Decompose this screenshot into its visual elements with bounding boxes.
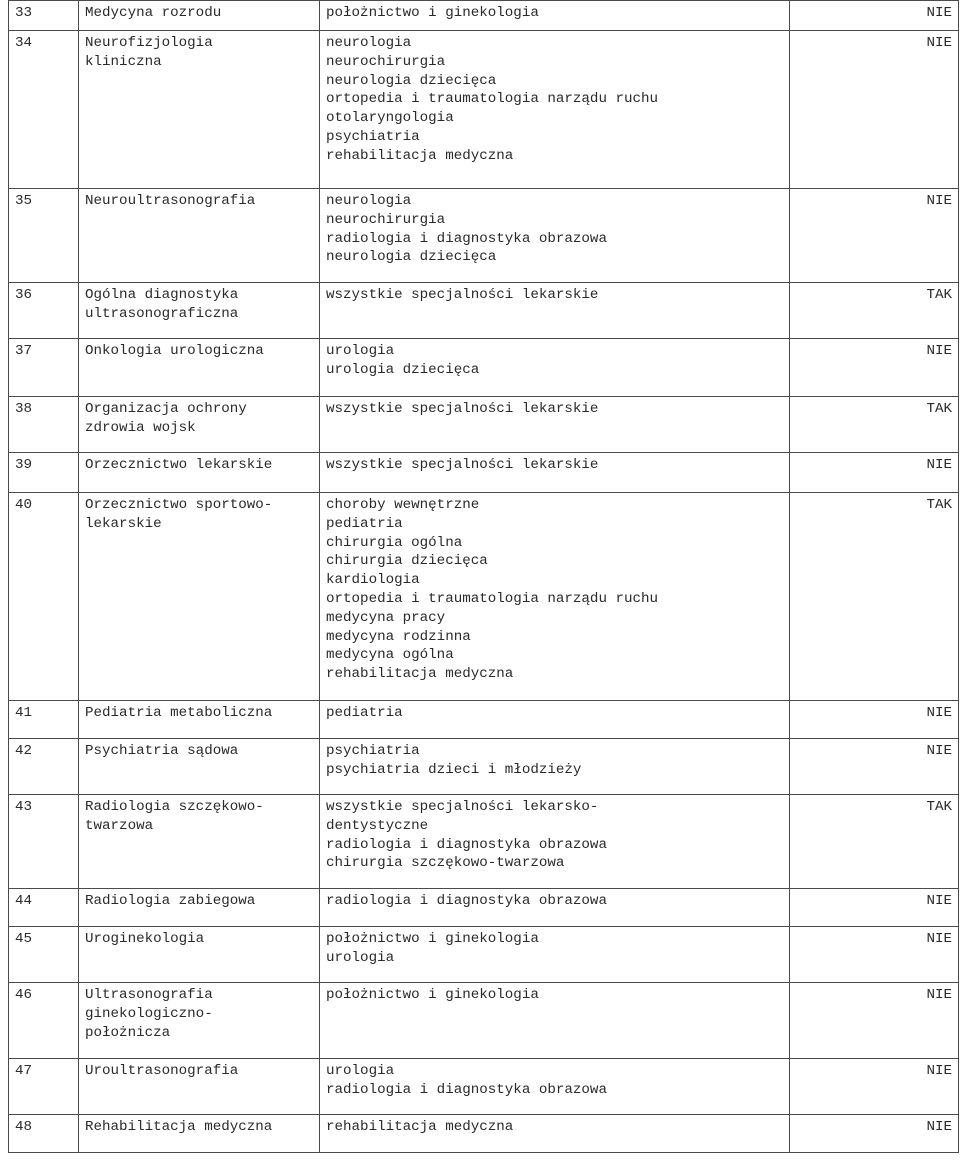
required-specialties	[320, 701, 790, 739]
specialization-name	[79, 31, 320, 189]
required-specialty-item: neurochirurgia	[326, 211, 446, 228]
required-specialty-item: dentystyczne	[326, 817, 429, 834]
flag-value: NIE	[790, 701, 959, 739]
required-specialty-item: urologia	[326, 1063, 395, 1079]
flag-value: NIE	[790, 927, 959, 983]
row-number: 46	[9, 983, 79, 1059]
required-specialty-item: położnictwo i ginekologia	[326, 5, 539, 21]
specialization-name-line: Organizacja ochrony	[85, 401, 247, 417]
required-specialty-item: wszystkie specjalności lekarskie	[326, 287, 599, 303]
table-row	[9, 927, 959, 983]
table-row	[9, 739, 959, 795]
specialization-name-line: Pediatria metaboliczna	[85, 705, 273, 721]
specialization-name	[79, 1059, 320, 1115]
specialization-name-line: Medycyna rozrodu	[85, 5, 222, 21]
required-specialties	[320, 339, 790, 397]
required-specialty-item: radiologia i diagnostyka obrazowa	[326, 230, 607, 247]
specialization-name-line: Orzecznictwo sportowo-	[85, 497, 273, 513]
required-specialties	[320, 453, 790, 493]
table-row	[9, 1059, 959, 1115]
required-specialties	[320, 795, 790, 889]
flag-value: NIE	[790, 1, 959, 31]
required-specialties	[320, 983, 790, 1059]
required-specialty-item: położnictwo i ginekologia	[326, 931, 539, 947]
specialization-name-line: lekarskie	[85, 515, 162, 532]
flag-value: NIE	[790, 189, 959, 283]
required-specialty-item: chirurgia ogólna	[326, 534, 463, 551]
required-specialty-item: neurologia dziecięca	[326, 249, 497, 266]
specialization-name-line: Orzecznictwo lekarskie	[85, 457, 273, 473]
flag-value: NIE	[790, 1059, 959, 1115]
required-specialty-item: pediatria	[326, 705, 403, 721]
required-specialties	[320, 493, 790, 701]
required-specialty-item: medycyna pracy	[326, 609, 446, 626]
flag-value: NIE	[790, 1115, 959, 1153]
table-row	[9, 1, 959, 31]
required-specialty-item: chirurgia dziecięca	[326, 553, 488, 570]
required-specialty-item: medycyna ogólna	[326, 647, 454, 664]
required-specialties	[320, 1059, 790, 1115]
required-specialty-item: neurologia dziecięca	[326, 72, 497, 89]
specialization-name-line: Onkologia urologiczna	[85, 343, 264, 359]
specialization-name-line: Ogólna diagnostyka	[85, 287, 239, 303]
flag-value: TAK	[790, 795, 959, 889]
specializations-table	[8, 0, 959, 1153]
specialization-name	[79, 339, 320, 397]
table-row	[9, 795, 959, 889]
specialization-name-line: ultrasonograficzna	[85, 305, 239, 322]
required-specialty-item: rehabilitacja medyczna	[326, 666, 514, 683]
required-specialty-item: radiologia i diagnostyka obrazowa	[326, 893, 607, 909]
required-specialties	[320, 1115, 790, 1153]
flag-value: NIE	[790, 983, 959, 1059]
required-specialties	[320, 889, 790, 927]
row-number: 38	[9, 397, 79, 453]
required-specialty-item: neurologia	[326, 35, 412, 51]
row-number: 37	[9, 339, 79, 397]
required-specialty-item: choroby wewnętrzne	[326, 497, 480, 513]
required-specialty-item: chirurgia szczękowo-twarzowa	[326, 855, 565, 872]
table-row	[9, 339, 959, 397]
required-specialty-item: pediatria	[326, 515, 403, 532]
flag-value: TAK	[790, 283, 959, 339]
required-specialty-item: położnictwo i ginekologia	[326, 987, 539, 1003]
required-specialty-item: wszystkie specjalności lekarsko-	[326, 799, 599, 815]
required-specialties	[320, 283, 790, 339]
specialization-name	[79, 795, 320, 889]
specialization-name-line: Rehabilitacja medyczna	[85, 1119, 273, 1135]
specialization-name-line: zdrowia wojsk	[85, 419, 196, 436]
required-specialty-item: psychiatria	[326, 743, 420, 759]
row-number: 34	[9, 31, 79, 189]
specialization-name	[79, 189, 320, 283]
specialization-name-line: Radiologia zabiegowa	[85, 893, 256, 909]
row-number: 43	[9, 795, 79, 889]
row-number: 36	[9, 283, 79, 339]
required-specialty-item: urologia	[326, 949, 395, 966]
required-specialty-item: psychiatria	[326, 128, 420, 145]
required-specialty-item: neurologia	[326, 193, 412, 209]
specialization-name-line: położnicza	[85, 1024, 171, 1041]
table-row	[9, 283, 959, 339]
specialization-name	[79, 493, 320, 701]
specialization-name-line: Radiologia szczękowo-	[85, 799, 264, 815]
required-specialty-item: ortopedia i traumatologia narządu ruchu	[326, 91, 659, 108]
required-specialty-item: radiologia i diagnostyka obrazowa	[326, 1081, 607, 1098]
table-row	[9, 397, 959, 453]
table-row	[9, 493, 959, 701]
row-number: 42	[9, 739, 79, 795]
flag-value: NIE	[790, 453, 959, 493]
required-specialty-item: medycyna rodzinna	[326, 628, 471, 645]
required-specialty-item: psychiatria dzieci i młodzieży	[326, 761, 582, 778]
required-specialties	[320, 189, 790, 283]
specialization-name-line: Neurofizjologia	[85, 35, 213, 51]
table-row	[9, 983, 959, 1059]
flag-value: TAK	[790, 493, 959, 701]
required-specialty-item: otolaryngologia	[326, 110, 454, 127]
specialization-name-line: Psychiatria sądowa	[85, 743, 239, 759]
row-number: 41	[9, 701, 79, 739]
row-number: 44	[9, 889, 79, 927]
required-specialty-item: urologia	[326, 343, 395, 359]
required-specialty-item: rehabilitacja medyczna	[326, 1119, 514, 1135]
specialization-name	[79, 927, 320, 983]
specialization-name	[79, 283, 320, 339]
required-specialty-item: radiologia i diagnostyka obrazowa	[326, 836, 607, 853]
row-number: 39	[9, 453, 79, 493]
required-specialty-item: kardiologia	[326, 572, 420, 589]
row-number: 40	[9, 493, 79, 701]
specialization-name	[79, 397, 320, 453]
row-number: 47	[9, 1059, 79, 1115]
specialization-name	[79, 701, 320, 739]
specialization-name	[79, 453, 320, 493]
specialization-name-line: Uroultrasonografia	[85, 1063, 239, 1079]
required-specialties	[320, 927, 790, 983]
flag-value: NIE	[790, 31, 959, 189]
required-specialty-item: neurochirurgia	[326, 53, 446, 70]
row-number: 33	[9, 1, 79, 31]
flag-value: NIE	[790, 739, 959, 795]
flag-value: TAK	[790, 397, 959, 453]
required-specialty-item: wszystkie specjalności lekarskie	[326, 457, 599, 473]
specialization-name-line: Uroginekologia	[85, 931, 205, 947]
flag-value: NIE	[790, 339, 959, 397]
row-number: 45	[9, 927, 79, 983]
required-specialties	[320, 1, 790, 31]
specialization-name-line: ginekologiczno-	[85, 1005, 213, 1022]
required-specialty-item: rehabilitacja medyczna	[326, 147, 514, 164]
table-row	[9, 453, 959, 493]
specialization-name	[79, 889, 320, 927]
specialization-name-line: twarzowa	[85, 817, 154, 834]
table-row	[9, 701, 959, 739]
required-specialty-item: urologia dziecięca	[326, 361, 480, 378]
required-specialties	[320, 739, 790, 795]
required-specialty-item: wszystkie specjalności lekarskie	[326, 401, 599, 417]
required-specialty-item: ortopedia i traumatologia narządu ruchu	[326, 590, 659, 607]
flag-value: NIE	[790, 889, 959, 927]
table-row	[9, 889, 959, 927]
row-number: 35	[9, 189, 79, 283]
table-row	[9, 1115, 959, 1153]
specialization-name	[79, 739, 320, 795]
specialization-name-line: Neuroultrasonografia	[85, 193, 256, 209]
row-number: 48	[9, 1115, 79, 1153]
table-row	[9, 189, 959, 283]
specialization-name-line: Ultrasonografia	[85, 987, 213, 1003]
specialization-name	[79, 1115, 320, 1153]
specialization-name	[79, 983, 320, 1059]
required-specialties	[320, 397, 790, 453]
table-body	[9, 1, 959, 1153]
table-row	[9, 31, 959, 189]
specialization-name-line: kliniczna	[85, 53, 162, 70]
specialization-name	[79, 1, 320, 31]
required-specialties	[320, 31, 790, 189]
